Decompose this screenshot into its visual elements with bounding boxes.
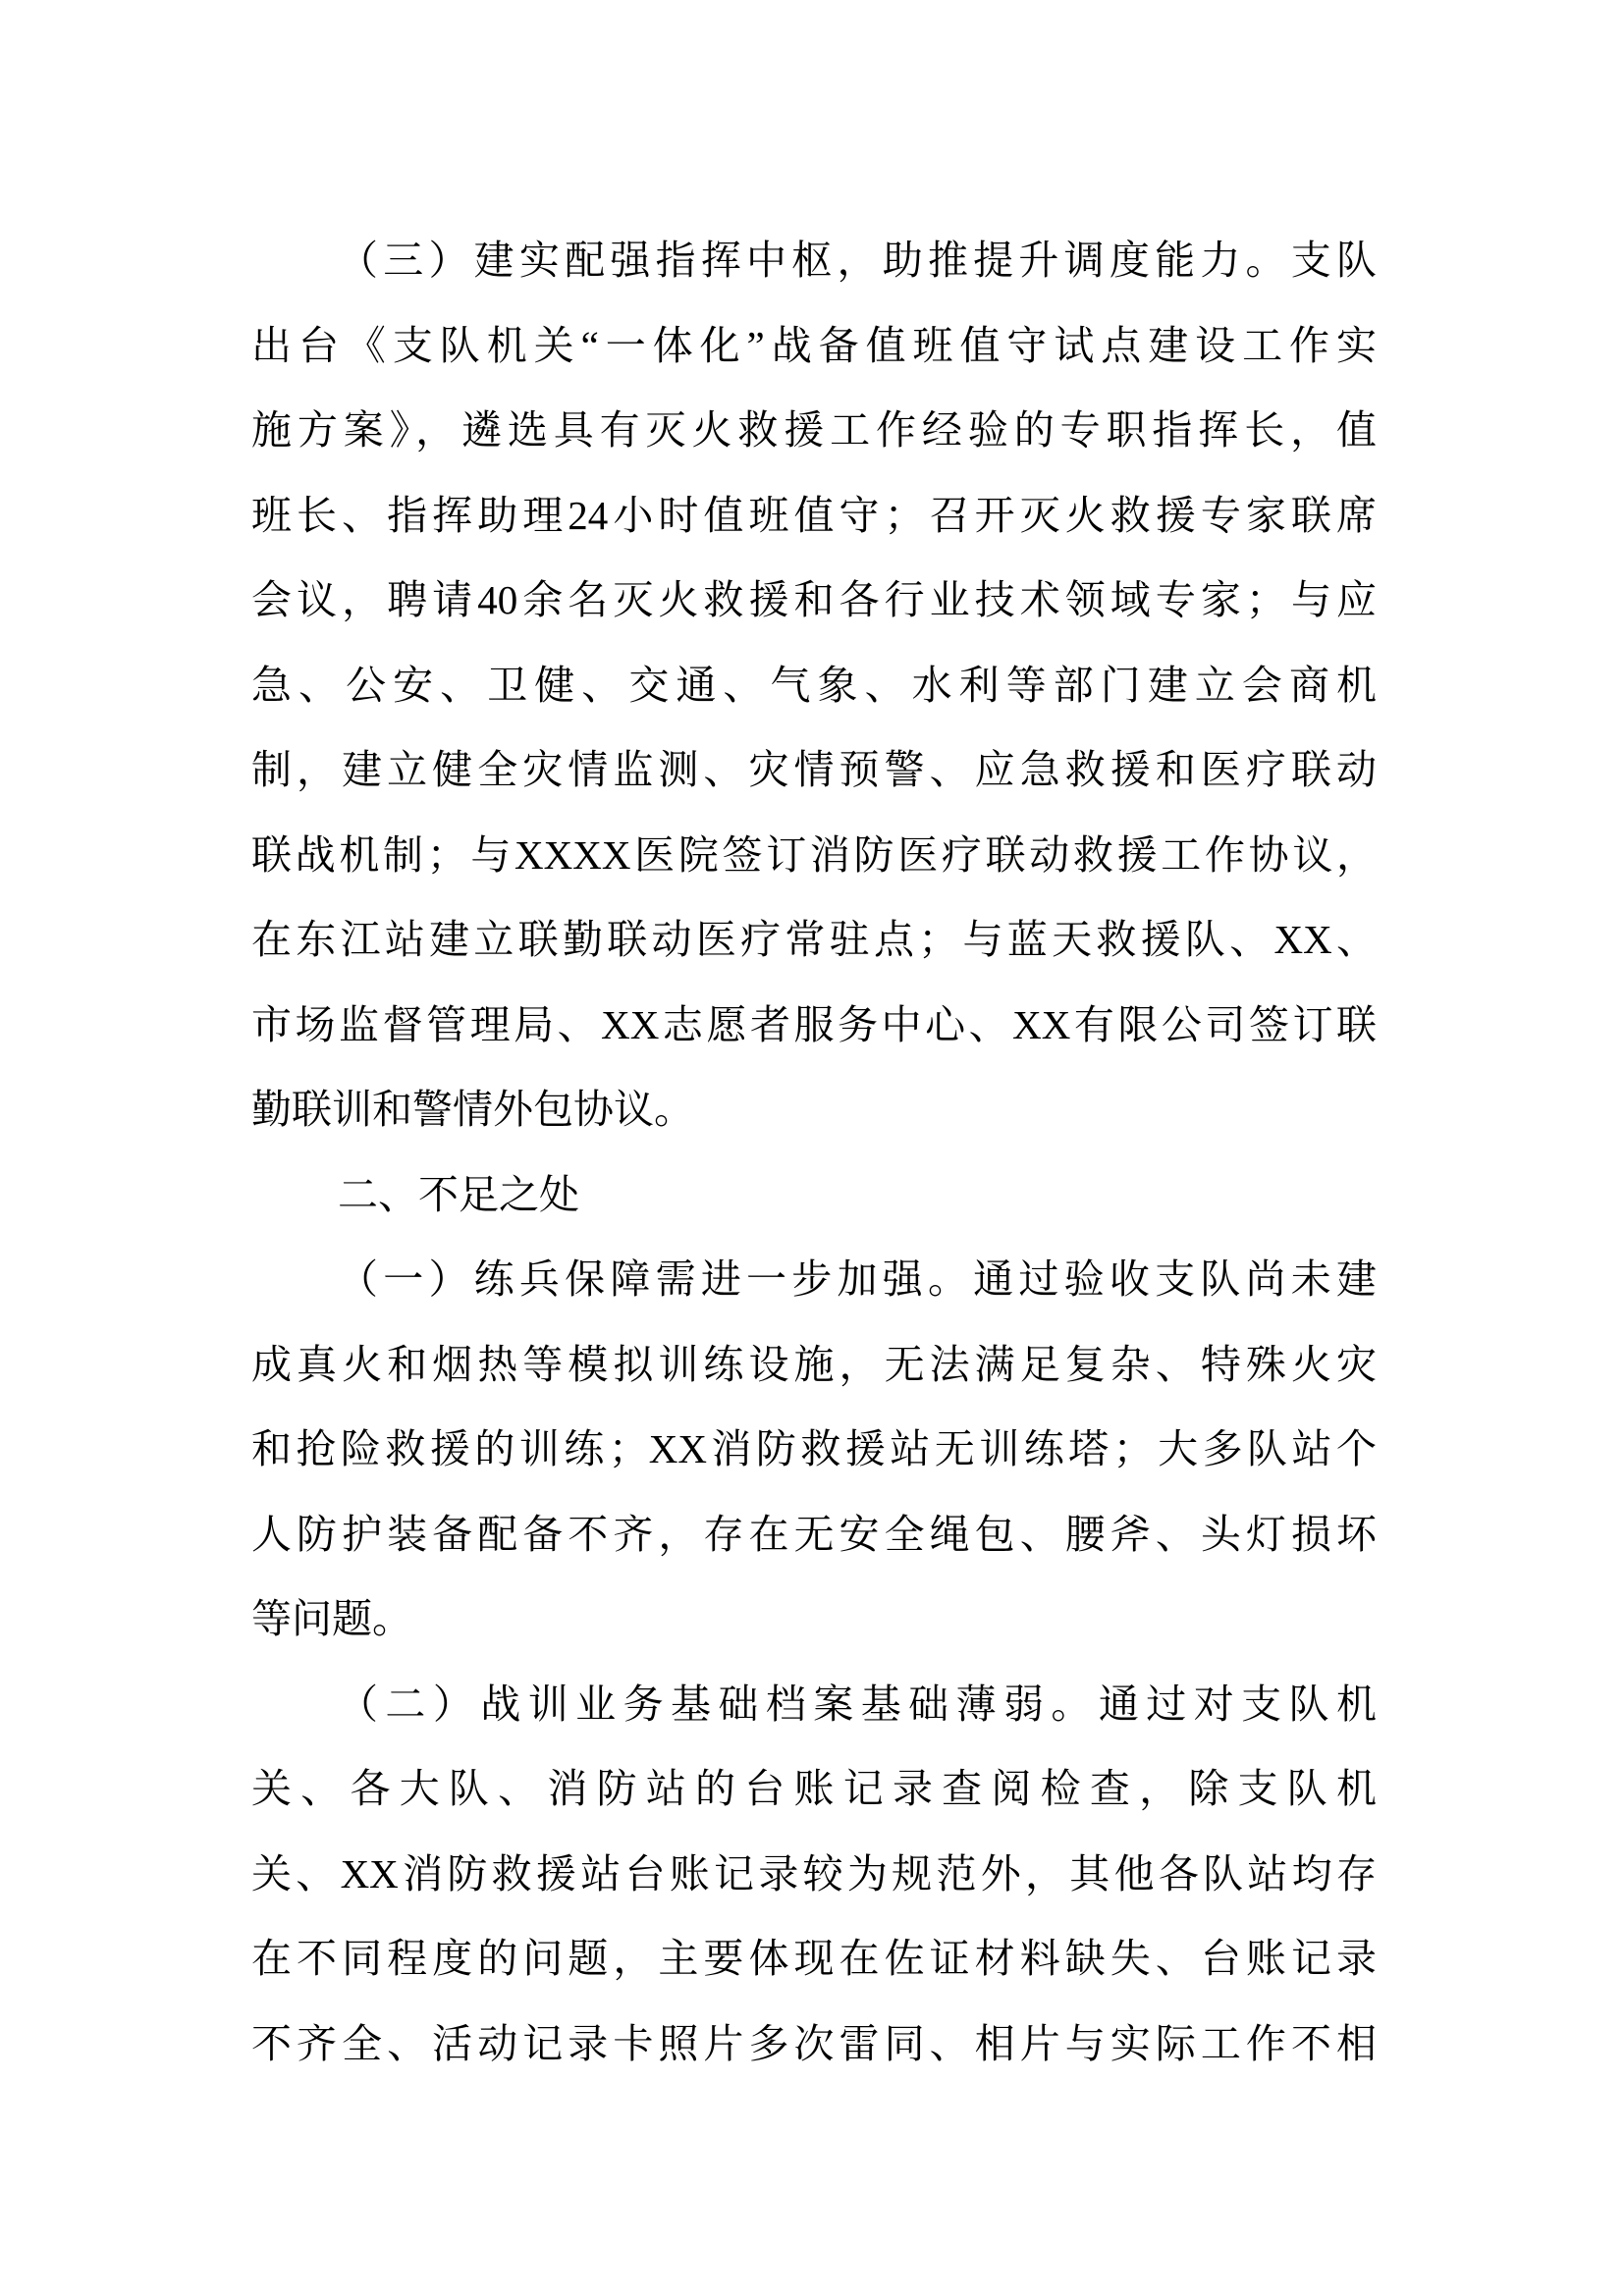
paragraph-line: 出台《支队机关“一体化”战备值班值守试点建设工作实	[251, 322, 1377, 368]
paragraph-line: 人防护装备配备不齐，存在无安全绳包、腰斧、头灯损坏	[251, 1511, 1377, 1557]
paragraph-line: 施方案》，遴选具有灭火救援工作经验的专职指挥长，值	[251, 407, 1377, 453]
paragraph-line: 关、各大队、消防站的台账记录查阅检查，除支队机	[251, 1766, 1377, 1811]
paragraph-line: （三）建实配强指挥中枢，助推提升调度能力。支队	[338, 238, 1377, 283]
section-heading: 二、不足之处	[338, 1170, 579, 1218]
paragraph-line: 制，建立健全灾情监测、灾情预警、应急救援和医疗联动	[251, 747, 1377, 792]
paragraph-command-center	[251, 218, 1377, 1152]
paragraph-line: 在不同程度的问题，主要体现在佐证材料缺失、台账记录	[251, 1936, 1377, 1981]
paragraph-line: 等问题。	[251, 1596, 412, 1641]
paragraph-line: （一）练兵保障需进一步加强。通过验收支队尚未建	[338, 1256, 1377, 1302]
document-body	[251, 218, 1377, 2086]
paragraph-line: 成真火和烟热等模拟训练设施，无法满足复杂、特殊火灾	[251, 1341, 1377, 1387]
paragraph-line: 勤联训和警情外包协议。	[251, 1087, 694, 1132]
paragraph-line: 和抢险救援的训练；XX消防救援站无训练塔；大多队站个	[251, 1426, 1377, 1471]
paragraph-line: 在东江站建立联勤联动医疗常驻点；与蓝天救援队、XX、	[251, 917, 1377, 962]
paragraph-line: 急、公安、卫健、交通、气象、水利等部门建立会商机	[251, 662, 1377, 708]
paragraph-line: 联战机制；与XXXX医院签订消防医疗联动救援工作协议，	[251, 831, 1377, 878]
section-heading-shortcomings	[251, 1152, 1377, 1238]
paragraph-line: 班长、指挥助理24小时值班值守；召开灭火救援专家联席	[251, 492, 1377, 538]
paragraph-training-support	[251, 1237, 1377, 1662]
paragraph-archives	[251, 1662, 1377, 2087]
paragraph-line: 市场监督管理局、XX志愿者服务中心、XX有限公司签订联	[251, 1001, 1377, 1047]
paragraph-line: 会议，聘请40余名灭火救援和各行业技术领域专家；与应	[251, 577, 1377, 622]
paragraph-line: 不齐全、活动记录卡照片多次雷同、相片与实际工作不相	[251, 2020, 1377, 2066]
paragraph-line: 关、XX消防救援站台账记录较为规范外，其他各队站均存	[251, 1850, 1377, 1896]
paragraph-line: （二）战训业务基础档案基础薄弱。通过对支队机	[338, 1681, 1377, 1727]
